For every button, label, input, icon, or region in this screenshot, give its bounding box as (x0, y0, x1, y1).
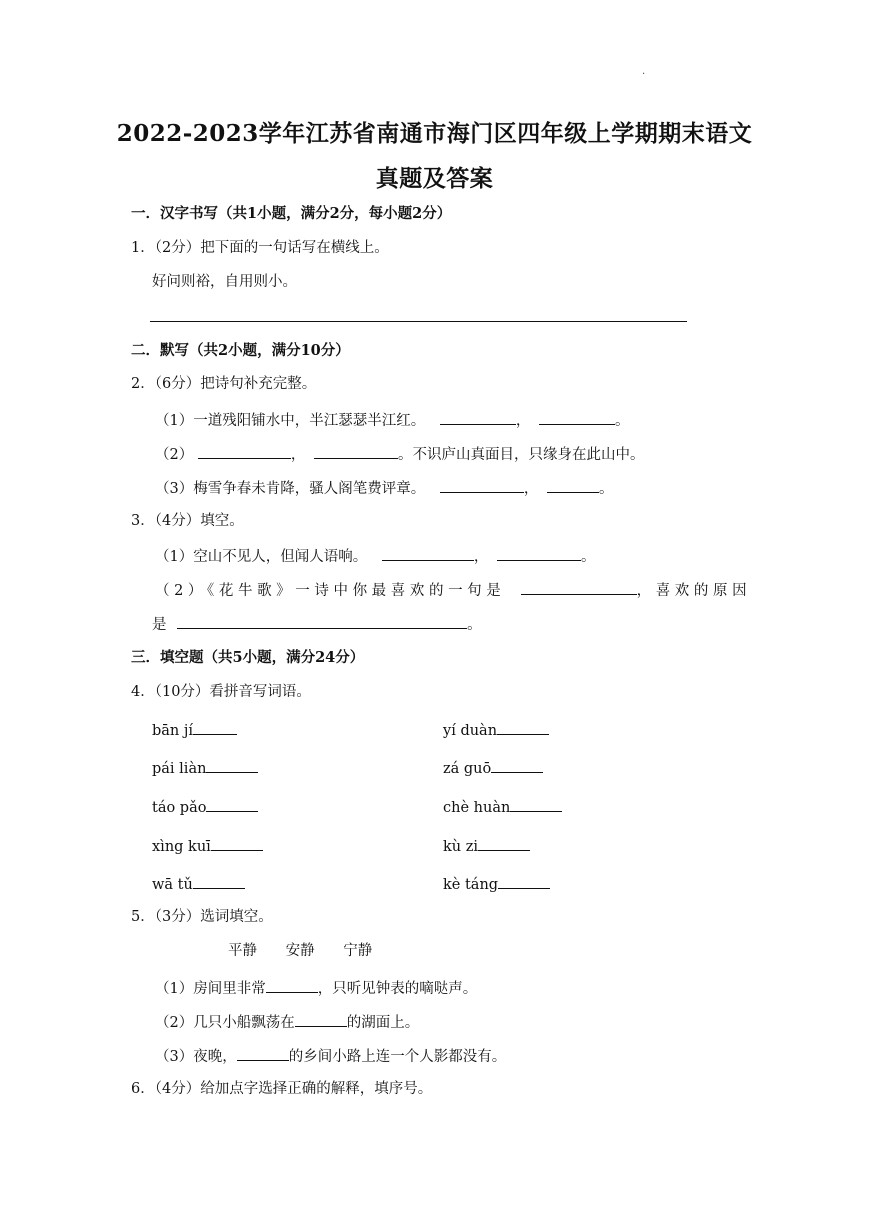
q1-stem: 1．（2分）把下面的一句话写在横线上。 (131, 240, 389, 256)
section1-heading: 一．汉字书写（共1小题，满分2分，每小题2分） (131, 205, 452, 222)
pinyin-item (152, 835, 263, 857)
page-marker: . (642, 66, 646, 77)
pinyin-blank[interactable] (498, 873, 550, 889)
pinyin-blank[interactable] (211, 835, 263, 851)
pinyin-text: xìng kuī (152, 839, 211, 855)
q2-2-blank-b[interactable] (314, 443, 398, 459)
section3-heading: 三．填空题（共5小题，满分24分） (131, 649, 365, 666)
q2-1-text: （1）一道残阳铺水中，半江瑟瑟半江红。 (155, 413, 426, 429)
q3-1 (155, 545, 595, 567)
q4-stem: 4．（10分）看拼音写词语。 (131, 684, 311, 700)
q2-3-text: （3）梅雪争春未肯降，骚人阁笔费评章。 (155, 481, 426, 497)
q3-stem: 3．（4分）填空。 (131, 513, 244, 529)
q2-1-blank-a[interactable] (440, 409, 516, 425)
period: 。 (580, 549, 596, 565)
q5-3 (155, 1045, 506, 1067)
q2-3-blank-a[interactable] (440, 477, 524, 493)
q3-2-blank-b[interactable] (177, 613, 467, 629)
period: 。 (467, 617, 482, 633)
q2-1-blank-b[interactable] (539, 409, 615, 425)
q3-2-line1 (155, 579, 751, 601)
document-title-line1: 2022-2023学年江苏省南通市海门区四年级上学期期末语文 (116, 120, 753, 147)
pinyin-item (443, 796, 562, 818)
q3-2-line2 (152, 613, 482, 635)
pinyin-item (152, 873, 245, 895)
q3-2-part2: ，喜欢的原因 (636, 583, 752, 599)
q2-stem: 2．（6分）把诗句补充完整。 (131, 376, 317, 392)
q3-2-blank-a[interactable] (521, 579, 637, 595)
period: 。 (614, 413, 630, 429)
q5-1-blank[interactable] (266, 977, 318, 993)
q5-3-a: （3）夜晚， (155, 1049, 237, 1065)
word-option: 平静 (228, 943, 257, 959)
pinyin-item (152, 757, 258, 779)
comma: ， (290, 447, 306, 463)
pinyin-blank[interactable] (478, 835, 530, 851)
pinyin-text: wā tǔ (152, 877, 193, 893)
pinyin-blank[interactable] (491, 757, 543, 773)
q5-1-a: （1）房间里非常 (155, 981, 266, 997)
document-title-line2: 真题及答案 (375, 165, 494, 192)
pinyin-blank[interactable] (193, 873, 245, 889)
comma: ， (473, 549, 489, 565)
pinyin-blank[interactable] (497, 719, 549, 735)
q5-1-b: ，只听见钟表的嘀哒声。 (317, 981, 478, 997)
q2-3 (155, 477, 613, 499)
pinyin-item (152, 719, 237, 741)
q3-1-text: （1）空山不见人，但闻人语响。 (155, 549, 368, 565)
pinyin-blank[interactable] (206, 757, 258, 773)
q6-stem: 6．（4分）给加点字选择正确的解释，填序号。 (131, 1081, 433, 1097)
q5-2-a: （2）几只小船飘荡在 (155, 1015, 295, 1031)
q1-answer-line[interactable] (150, 321, 687, 322)
pinyin-blank[interactable] (193, 719, 237, 735)
q3-2-part1: （2）《花牛歌》一诗中你最喜欢的一句是 (155, 583, 506, 599)
pinyin-text: zá guō (443, 761, 492, 777)
pinyin-blank[interactable] (206, 796, 258, 812)
pinyin-text: kè táng (443, 877, 499, 893)
pinyin-item (152, 796, 258, 818)
q5-stem: 5．（3分）选词填空。 (131, 909, 273, 925)
q3-2-line2-text: 是 (152, 617, 167, 633)
word-option: 安静 (285, 943, 315, 959)
section2-heading: 二．默写（共2小题，满分10分） (131, 342, 350, 359)
pinyin-text: kù zi (443, 839, 479, 855)
q2-3-blank-b[interactable] (547, 477, 599, 493)
q2-2 (155, 443, 644, 465)
pinyin-text: chè huàn (443, 800, 511, 816)
q5-3-blank[interactable] (237, 1045, 289, 1061)
q5-3-b: 的乡间小路上连一个人影都没有。 (288, 1049, 507, 1065)
q5-2-blank[interactable] (295, 1011, 347, 1027)
pinyin-blank[interactable] (510, 796, 562, 812)
pinyin-item (443, 757, 543, 779)
pinyin-text: bān jí (152, 723, 194, 739)
q5-1 (155, 977, 477, 999)
comma: ， (523, 481, 539, 497)
period: 。 (598, 481, 614, 497)
comma: ， (515, 413, 531, 429)
pinyin-text: pái liàn (152, 761, 207, 777)
q5-2-b: 的湖面上。 (346, 1015, 420, 1031)
q3-1-blank-b[interactable] (497, 545, 581, 561)
pinyin-item (443, 719, 549, 741)
pinyin-item (443, 873, 550, 895)
q5-2 (155, 1011, 419, 1033)
q2-2-blank-a[interactable] (198, 443, 291, 459)
pinyin-item (443, 835, 530, 857)
q2-2-suffix: 。不识庐山真面目，只缘身在此山中。 (397, 447, 645, 463)
word-option: 宁静 (343, 943, 373, 959)
pinyin-text: táo pǎo (152, 800, 207, 816)
pinyin-text: yí duàn (443, 723, 498, 739)
q5-word-options (216, 941, 384, 961)
q2-1 (155, 409, 629, 431)
q3-1-blank-a[interactable] (382, 545, 474, 561)
q2-2-prefix: （2） (155, 447, 194, 463)
q1-text: 好问则裕，自用则小。 (152, 274, 297, 290)
